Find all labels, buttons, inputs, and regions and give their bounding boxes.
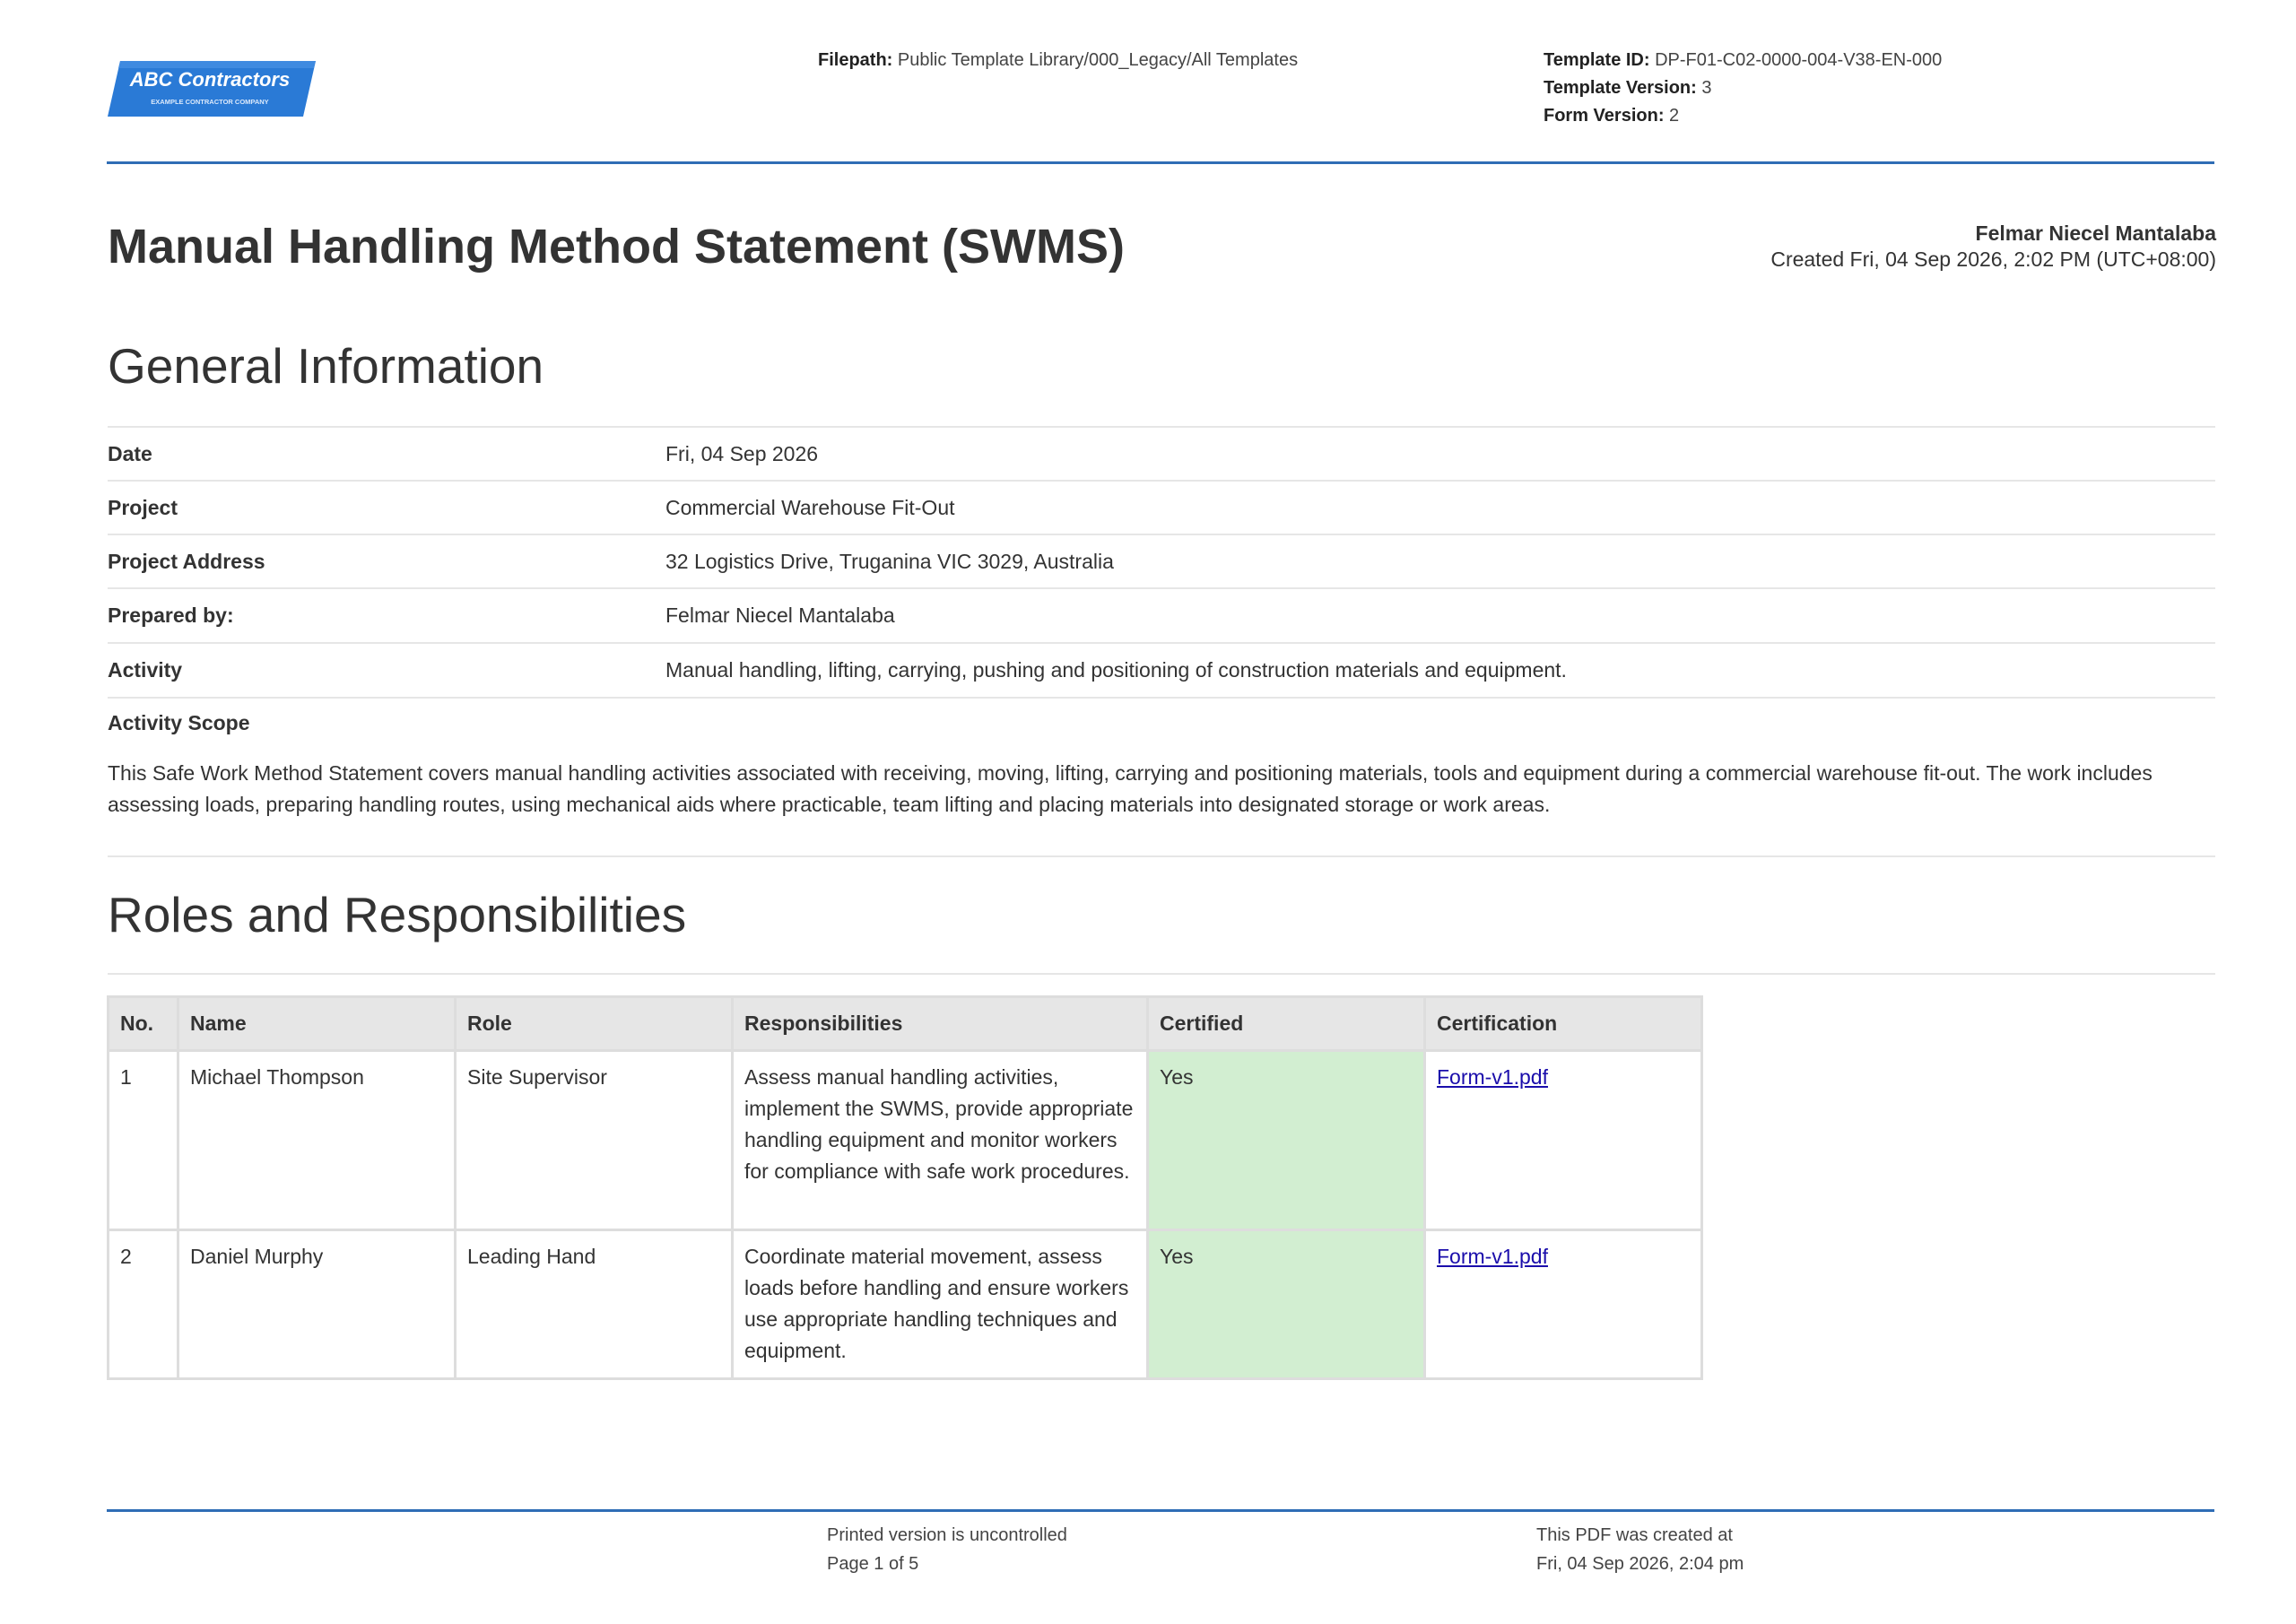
info-row-date: [108, 427, 2215, 481]
author-block: [1770, 221, 2216, 273]
cell-certified: Yes: [1148, 1051, 1425, 1230]
page-number: Page 1 of 5: [827, 1554, 919, 1574]
certification-link[interactable]: Form-v1.pdf: [1437, 1245, 1548, 1268]
cell-certification: [1425, 1051, 1702, 1230]
table-row: [109, 1230, 1702, 1379]
info-label: Project: [108, 496, 178, 519]
logo-tagline: EXAMPLE CONTRACTOR COMPANY: [151, 98, 269, 106]
info-value: Felmar Niecel Mantalaba: [665, 604, 895, 627]
header-divider: [107, 161, 2214, 164]
section-heading-general: General Information: [108, 338, 544, 394]
section-heading-roles: Roles and Responsibilities: [108, 887, 687, 942]
filepath: [818, 47, 1298, 74]
column-header-role: Role: [456, 997, 733, 1051]
info-value: Manual handling, lifting, carrying, pushing and positioning of construction materials and equipment.: [665, 658, 1567, 682]
cell-responsibilities: Coordinate material movement, assess loads before handling and ensure workers use appropriate handling techniques and equipment.: [733, 1230, 1148, 1379]
form-version-label: Form Version:: [1544, 106, 1665, 126]
activity-scope-text: This Safe Work Method Statement covers manual handling activities associated with receiving, moving, lifting, carrying and positioning materials, tools and equipment during a commercial warehouse fit-out. The work includes assessing loads, preparing handling routes, using mechanical aids where practicable, team lifting and placing materials into designated storage or work areas.: [108, 761, 2152, 816]
cell-no: 2: [109, 1230, 178, 1379]
footer-right: [1536, 1521, 1744, 1578]
footer-divider: [107, 1509, 2214, 1512]
certification-link[interactable]: Form-v1.pdf: [1437, 1065, 1548, 1089]
column-header-certified: Certified: [1148, 997, 1425, 1051]
filepath-label: Filepath:: [818, 50, 893, 70]
info-row-prepared-by: [108, 588, 2215, 642]
divider: [108, 855, 2215, 857]
cell-responsibilities: Assess manual handling activities, implement the SWMS, provide appropriate handling equipment and monitor workers for compliance with safe work procedures.: [733, 1051, 1148, 1230]
info-label: Project Address: [108, 550, 265, 573]
logo-brand: ABC Contractors: [129, 68, 291, 91]
roles-table: [107, 995, 1703, 1380]
info-row-project: [108, 481, 2215, 534]
activity-scope-label: Activity Scope: [108, 711, 250, 734]
column-header-responsibilities: Responsibilities: [733, 997, 1148, 1051]
filepath-value: Public Template Library/000_Legacy/All Templates: [897, 50, 1299, 70]
page-title: Manual Handling Method Statement (SWMS): [108, 220, 1125, 274]
company-logo: [108, 59, 316, 118]
author-name: Felmar Niecel Mantalaba: [1975, 221, 2216, 245]
cell-name: Daniel Murphy: [178, 1230, 456, 1379]
template-meta: [1544, 47, 1942, 130]
template-version-label: Template Version:: [1544, 78, 1697, 98]
info-label: Date: [108, 442, 152, 465]
cell-certification: [1425, 1230, 1702, 1379]
uncontrolled-notice: Printed version is uncontrolled: [827, 1525, 1067, 1545]
template-version-value: 3: [1701, 78, 1712, 98]
divider: [108, 697, 2215, 699]
table-row: [109, 1051, 1702, 1230]
form-version-value: 2: [1669, 106, 1680, 126]
pdf-created-timestamp: Fri, 04 Sep 2026, 2:04 pm: [1536, 1554, 1744, 1574]
info-value: 32 Logistics Drive, Truganina VIC 3029, Australia: [665, 550, 1114, 573]
pdf-created-label: This PDF was created at: [1536, 1525, 1733, 1545]
info-row-activity: [108, 643, 2215, 697]
table-header-row: [109, 997, 1702, 1051]
info-value: Fri, 04 Sep 2026: [665, 442, 819, 465]
info-value: Commercial Warehouse Fit-Out: [665, 496, 955, 519]
created-timestamp: Created Fri, 04 Sep 2026, 2:02 PM (UTC+08:00): [1770, 248, 2216, 271]
footer-center: [827, 1521, 1067, 1578]
cell-certified: Yes: [1148, 1230, 1425, 1379]
column-header-name: Name: [178, 997, 456, 1051]
info-label: Prepared by:: [108, 604, 234, 627]
column-header-certification: Certification: [1425, 997, 1702, 1051]
cell-role: Site Supervisor: [456, 1051, 733, 1230]
cell-role: Leading Hand: [456, 1230, 733, 1379]
template-id-value: DP-F01-C02-0000-004-V38-EN-000: [1655, 50, 1943, 70]
cell-name: Michael Thompson: [178, 1051, 456, 1230]
info-row-address: [108, 534, 2215, 588]
info-label: Activity: [108, 658, 183, 682]
divider: [108, 973, 2215, 975]
column-header-no: No.: [109, 997, 178, 1051]
template-id-label: Template ID:: [1544, 50, 1650, 70]
cell-no: 1: [109, 1051, 178, 1230]
